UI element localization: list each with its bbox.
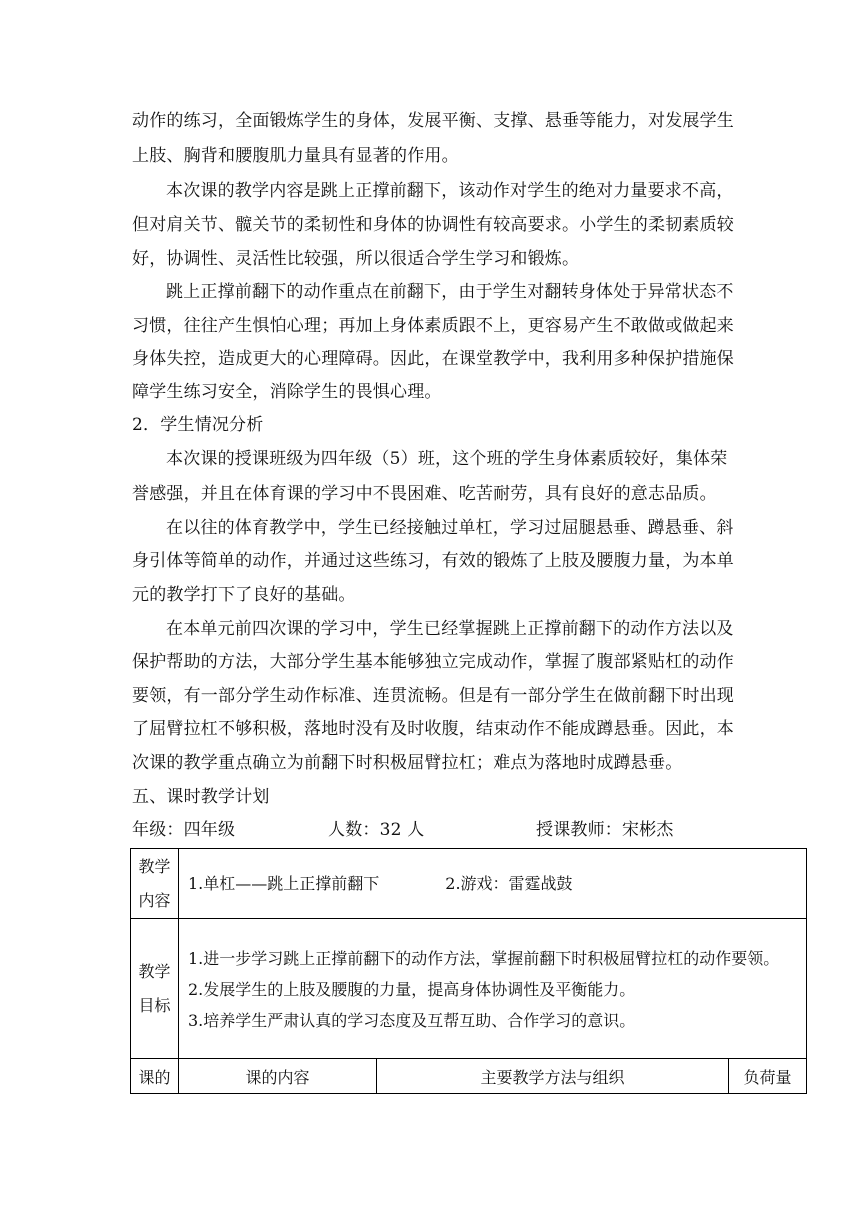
header-cell: 主要教学方法与组织 [377, 1059, 729, 1094]
teacher-label: 授课教师：宋彬杰 [536, 820, 674, 840]
objectives-row [131, 919, 807, 1059]
objectives-cell [179, 919, 807, 1059]
grade-label: 年级：四年级 [132, 820, 236, 840]
section-heading: 五、课时教学计划 [132, 787, 270, 807]
content-label-cell [131, 849, 179, 919]
content-label-line-2: 内容 [138, 890, 171, 910]
lesson-plan-table [130, 848, 807, 1094]
paragraph-line: 但对肩关节、髋关节的柔韧性和身体的协调性有较高要求。小学生的柔韧素质较 [132, 215, 734, 235]
paragraph-line: 身体失控，造成更大的心理障碍。因此，在课堂教学中，我利用多种保护措施保 [132, 349, 734, 369]
objective-3: 3.培养学生严肃认真的学习态度及互帮互助、合作学习的意识。 [188, 1011, 636, 1030]
paragraph-line: 习惯，往往产生惧怕心理；再加上身体素质跟不上，更容易产生不敢做或做起来 [132, 316, 734, 336]
paragraph-line: 本次课的授课班级为四年级（5）班，这个班的学生身体素质较好，集体荣 [166, 449, 728, 469]
content-row [131, 849, 807, 919]
objectives-label-line-1: 教学 [138, 961, 171, 981]
paragraph-line: 上肢、胸背和腰腹肌力量具有显著的作用。 [132, 146, 459, 166]
student-count-label: 人数：32 人 [328, 820, 425, 840]
header-cell: 负荷量 [729, 1059, 807, 1094]
content-item-1: 1.单杠——跳上正撑前翻下 [188, 873, 380, 893]
paragraph-line: 了屈臂拉杠不够积极，落地时没有及时收腹，结束动作不能成蹲悬垂。因此，本 [132, 719, 734, 739]
class-meta-row [0, 819, 860, 841]
objective-1: 1.进一步学习跳上正撑前翻下的动作方法，掌握前翻下时积极屈臂拉杠的动作要领。 [188, 949, 780, 968]
header-cell: 课的 [131, 1059, 179, 1094]
paragraph-line: 动作的练习，全面锻炼学生的身体，发展平衡、支撑、悬垂等能力，对发展学生 [132, 111, 734, 131]
paragraph-line: 身引体等简单的动作，并通过这些练习，有效的锻炼了上肢及腰腹力量，为本单 [132, 551, 734, 571]
section-heading: 2．学生情况分析 [132, 415, 264, 435]
header-cell: 课的内容 [179, 1059, 377, 1094]
content-label-line-1: 教学 [138, 856, 171, 876]
paragraph-line: 在以往的体育教学中，学生已经接触过单杠，学习过屈腿悬垂、蹲悬垂、斜 [166, 518, 734, 538]
content-items-cell [179, 849, 807, 919]
paragraph-line: 本次课的教学内容是跳上正撑前翻下，该动作对学生的绝对力量要求不高， [166, 181, 734, 201]
paragraph-line: 障学生练习安全，消除学生的畏惧心理。 [132, 382, 442, 402]
table-header-row [131, 1059, 807, 1094]
paragraph-line: 跳上正撑前翻下的动作重点在前翻下，由于学生对翻转身体处于异常状态不 [166, 282, 734, 302]
objective-2: 2.发展学生的上肢及腰腹的力量，提高身体协调性及平衡能力。 [188, 980, 636, 999]
paragraph-line: 保护帮助的方法，大部分学生基本能够独立完成动作，掌握了腹部紧贴杠的动作 [132, 652, 734, 672]
paragraph-line: 誉感强，并且在体育课的学习中不畏困难、吃苦耐劳，具有良好的意志品质。 [132, 484, 717, 504]
paragraph-line: 次课的教学重点确立为前翻下时积极屈臂拉杠；难点为落地时成蹲悬垂。 [132, 753, 683, 773]
paragraph-line: 元的教学打下了良好的基础。 [132, 585, 356, 605]
objectives-label-cell [131, 919, 179, 1059]
objectives-label-line-2: 目标 [138, 995, 171, 1015]
paragraph-line: 好，协调性、灵活性比较强，所以很适合学生学习和锻炼。 [132, 249, 580, 269]
paragraph-line: 在本单元前四次课的学习中，学生已经掌握跳上正撑前翻下的动作方法以及 [166, 619, 734, 639]
content-item-2: 2.游戏：雷霆战鼓 [445, 873, 573, 893]
paragraph-line: 要领，有一部分学生动作标准、连贯流畅。但是有一部分学生在做前翻下时出现 [132, 686, 734, 706]
